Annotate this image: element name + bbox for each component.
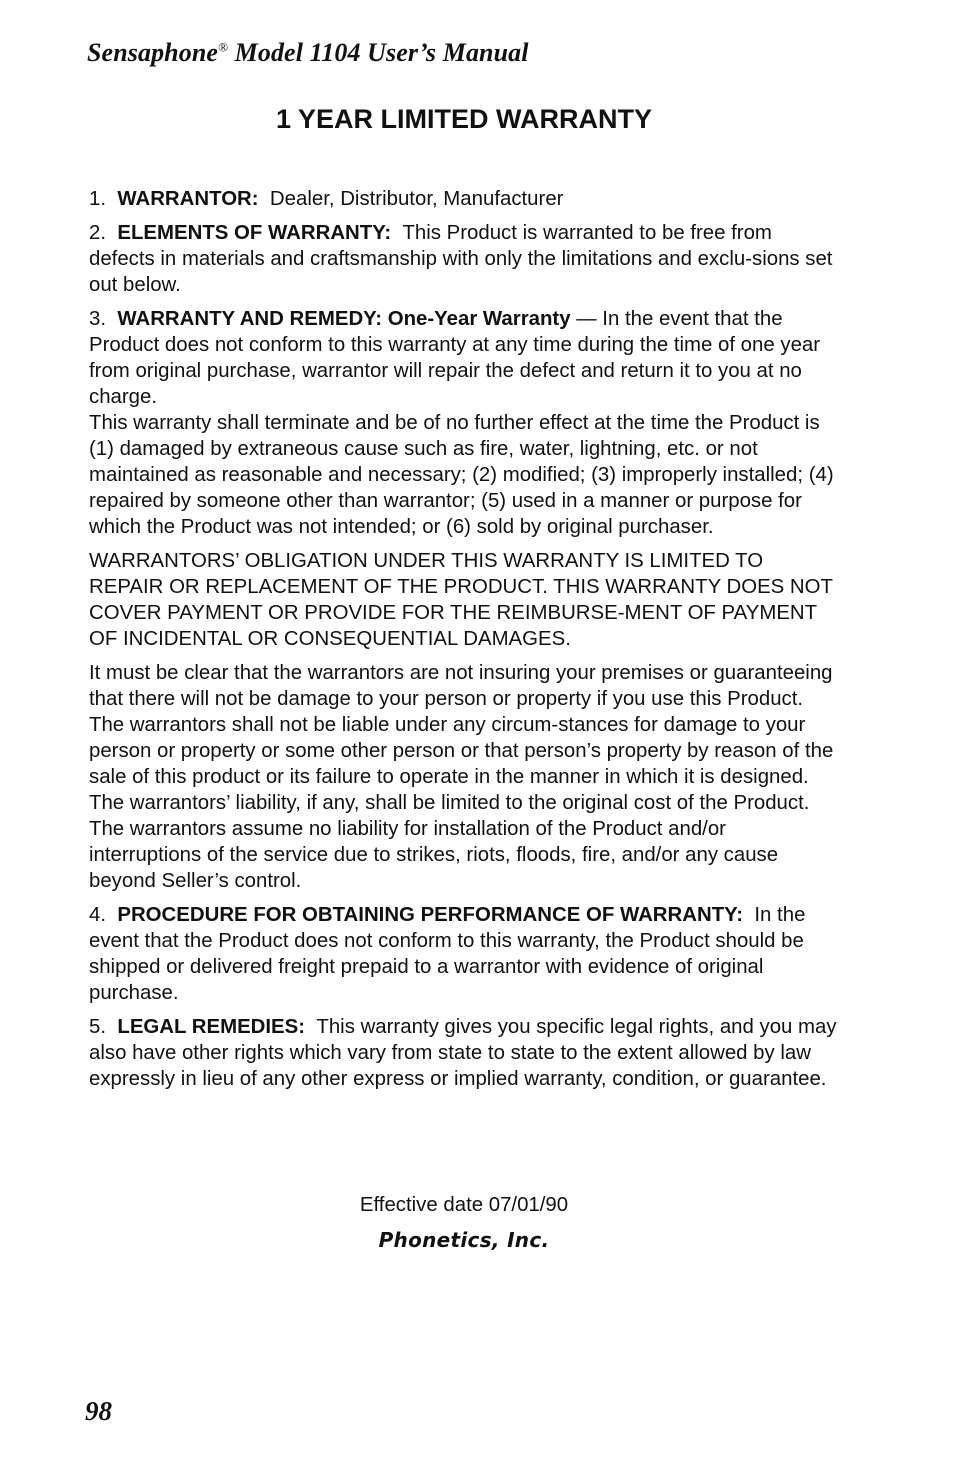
section-number: 2. — [89, 222, 107, 244]
section-text: Dealer, Distributor, Manufacturer — [269, 188, 564, 210]
brand-name: Sensaphone — [87, 38, 219, 67]
page-title: 1 YEAR LIMITED WARRANTY — [275, 104, 653, 134]
termination-paragraph: This warranty shall terminate and be of no further effect at the time the Product is (1) damaged by extraneous cause such as fire, water, lightning, etc. or not maintained as reasonable and necessary; (2) modified; (3) improperly installed; (4) repaired by someone other than warrantor; (5) used in a manner or purpose for which the Product was not intended; or (6) sold by original purchaser. — [89, 412, 834, 538]
section-heading: ELEMENTS OF WARRANTY: — [117, 222, 392, 244]
section-number: 1. — [89, 188, 107, 210]
manual-title: Model 1104 User’s Manual — [228, 38, 529, 67]
warranty-body — [89, 186, 841, 1100]
company-logo-text: Phonetics, Inc. — [378, 1228, 550, 1252]
section-text: In the event that the Product does not conform to this warranty, the Product should be shipped or delivered freight prepaid to a warrantor with evidence of original purchase. — [89, 904, 806, 1004]
section-heading: WARRANTY AND REMEDY: One-Year Warranty — [117, 308, 571, 330]
section-warrantor — [89, 186, 841, 212]
section-number: 5. — [89, 1016, 107, 1038]
obligation-paragraph: WARRANTORS’ OBLIGATION UNDER THIS WARRANTY IS LIMITED TO REPAIR OR REPLACEMENT OF THE PRODUCT. THIS WARRANTY DOES NOT COVER PAYMENT OR PROVIDE FOR THE REIMBURSE-MENT OF PAYMENT OF INCIDENTAL OR CONSEQUENTIAL DAMAGES. — [89, 550, 833, 650]
section-number: 4. — [89, 904, 107, 926]
section-number: 3. — [89, 308, 107, 330]
running-header — [87, 38, 529, 68]
registered-mark: ® — [218, 39, 229, 55]
section-procedure — [89, 902, 841, 1006]
section-heading: LEGAL REMEDIES: — [117, 1016, 306, 1038]
section-remedy — [89, 306, 841, 410]
section-text: This Product is warranted to be free from defects in materials and craftsmanship with only the limitations and exclu-sions set out below. — [89, 222, 833, 296]
section-legal-remedies — [89, 1014, 841, 1092]
section-heading: WARRANTOR: — [117, 188, 259, 210]
liability-paragraph: It must be clear that the warrantors are not insuring your premises or guaranteeing that there will not be damage to your person or property if you use this Product. The warrantors shall not be liable under any circum-stances for damage to your person or property or some other person or that person’s property by reason of the sale of this product or its failure to operate in the manner in which it is designed. The warrantors’ liability, if any, shall be limited to the original cost of the Product. The warrantors assume no liability for installation of the Product and/or interruptions of the service due to strikes, riots, floods, fire, and/or any cause beyond Seller’s control. — [89, 662, 834, 892]
effective-date: Effective date 07/01/90 — [359, 1194, 569, 1216]
section-elements — [89, 220, 841, 298]
section-text: This warranty gives you specific legal rights, and you may also have other rights which vary from state to state to the extent allowed by law expressly in lieu of any other express or implied warranty, condition, or guarantee. — [89, 1016, 837, 1090]
section-text: — In the event that the Product does not conform to this warranty at any time during the time of one year from original purchase, warrantor will repair the defect and return it to you at no charge. — [89, 308, 821, 408]
section-heading: PROCEDURE FOR OBTAINING PERFORMANCE OF WARRANTY: — [117, 904, 744, 926]
page-number: 98 — [85, 1396, 112, 1426]
